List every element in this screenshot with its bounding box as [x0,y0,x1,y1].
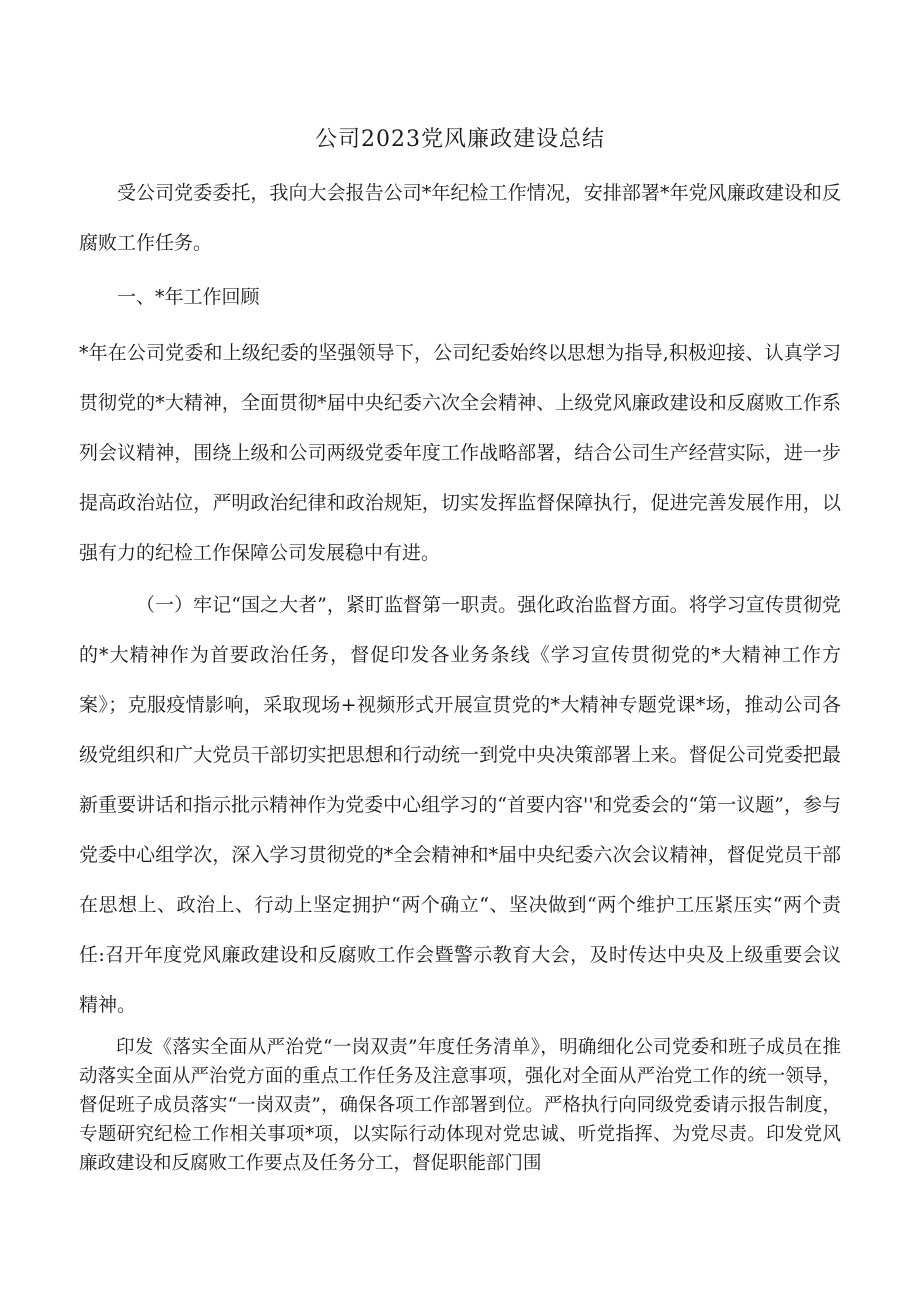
section-heading-review: 一、*年工作回顾 [117,286,260,308]
subsection-one-paragraph: （一）牢记“国之大者”，紧盯监督第一职责。强化政治监督方面。将学习宣传贯彻党的*大精神作为首要政治任务，督促印发各业务条线《学习宣传贯彻党的*大精神工作方案》；克服疫情影响，采取现场+视频形式开展宣贯党的*大精神专题党课*场，推动公司各级党组织和广大党员干部切实把思想和行动统一到党中央决策部署上来。督促公司党委把最新重要讲话和指示批示精神作为党委中心组学习的“首要内容''和党委会的“第一议题”，参与党委中心组学次，深入学习贯彻党的*全会精神和*届中央纪委六次会议精神，督促党员干部在思想上、政治上、行动上坚定拥护“两个确立“、坚决做到“两个维护工压紧压实“两个责任:召开年度党风廉政建设和反腐败工作会暨警示教育大会，及时传达中央及上级重要会议精神。 [79,594,841,1016]
last-paragraph: 印发《落实全面从严治党“一岗双责”年度任务清单》，明确细化公司党委和班子成员在推动落实全面从严治党方面的重点工作任务及注意事项，强化对全面从严治党工作的统一领导，督促班子成员落实“一岗双责”，确保各项工作部署到位。严格执行向同级党委请示报告制度，专题研究纪检工作相关事项*项，以实际行动体现对党忠诚、听党指挥、为党尽责。印发党风廉政建设和反腐败工作要点及任务分工，督促职能部门围 [79,1037,841,1174]
section-one-body-paragraph: *年在公司党委和上级纪委的坚强领导下，公司纪委始终以思想为指导,积极迎接、认真学习贯彻党的*大精神，全面贯彻*届中央纪委六次全会精神、上级党风廉政建设和反腐败工作系列会议精神，围绕上级和公司两级党委年度工作战略部署，结合公司生产经营实际，进一步提高政治站位，严明政治纪律和政治规矩，切实发挥监督保障执行，促进完善发展作用，以强有力的纪检工作保障公司发展稳中有进。 [79,342,841,564]
intro-paragraph: 受公司党委委托，我向大会报告公司*年纪检工作情况，安排部署*年党风廉政建设和反腐败工作任务。 [79,182,841,254]
document-title: 公司2023党风廉政建设总结 [315,127,605,152]
